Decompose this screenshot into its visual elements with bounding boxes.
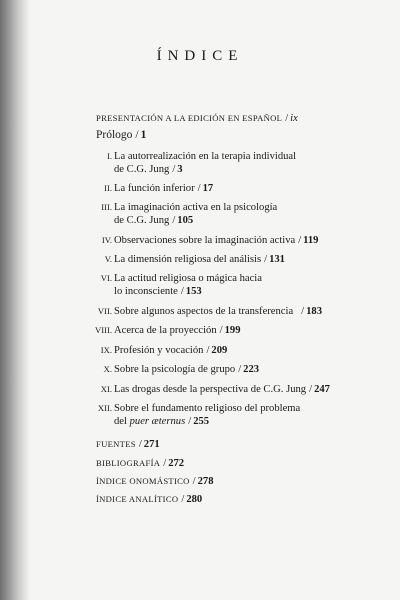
toc-entry-chapter-1[interactable] [96, 150, 296, 176]
entry-page: 105 [177, 215, 194, 226]
toc-entry-chapter-2[interactable] [96, 182, 213, 195]
toc-entry-chapter-11[interactable] [96, 383, 330, 396]
page-title: ÍNDICE [156, 48, 244, 64]
entry-page: 247 [314, 384, 330, 395]
entry-page: 153 [185, 286, 202, 297]
entry-label: ÍNDICE ONOMÁSTICO [96, 476, 190, 486]
entry-page: 3 [177, 164, 183, 175]
entry-page: 272 [168, 458, 185, 469]
chapter-title: La función inferior [114, 183, 195, 194]
entry-separator: / [264, 254, 268, 265]
chapter-title-continued [114, 214, 277, 227]
entry-page: 1 [140, 129, 147, 141]
entry-page: 209 [211, 345, 228, 356]
toc-entry-indice-analitico[interactable] [96, 493, 202, 506]
chapter-title: La dimensión religiosa del análisis [114, 254, 262, 265]
entry-page: 17 [202, 183, 214, 194]
chapter-number: I. [106, 151, 112, 161]
entry-page: 119 [303, 235, 319, 246]
entry-page: 271 [143, 439, 160, 450]
chapter-title-line2: de C.G. Jung [114, 164, 170, 175]
chapter-title: Sobre la psicología de grupo [114, 364, 236, 375]
entry-separator: / [180, 286, 184, 297]
entry-separator: / [298, 235, 302, 246]
chapter-number: V. [104, 254, 112, 264]
chapter-title-continued [114, 415, 300, 428]
entry-separator: / [301, 306, 305, 317]
toc-entry-chapter-8[interactable] [96, 324, 240, 337]
chapter-title: Las drogas desde la perspectiva de C.G. Jung [114, 384, 307, 395]
entry-page: 199 [224, 325, 241, 336]
chapter-title: La autorrealización en la terapia individual [114, 151, 297, 162]
chapter-number: III. [101, 202, 112, 212]
entry-separator: / [192, 476, 196, 487]
entry-page: 280 [186, 494, 203, 505]
entry-page: 255 [193, 416, 210, 427]
chapter-title-line2: lo inconsciente [114, 286, 178, 297]
entry-separator: / [172, 164, 176, 175]
chapter-title: Sobre algunos aspectos de la transferencia [114, 306, 294, 317]
entry-separator: / [172, 215, 176, 226]
chapter-number: IX. [100, 345, 112, 355]
chapter-number: X. [103, 364, 112, 374]
entry-separator: / [285, 113, 289, 124]
toc-entry-chapter-6[interactable] [96, 272, 262, 298]
entry-separator: / [206, 345, 210, 356]
entry-separator: / [138, 439, 142, 450]
chapter-title: Profesión y vocación [114, 345, 204, 356]
entry-label: ÍNDICE ANALÍTICO [96, 494, 179, 504]
entry-separator: / [135, 129, 139, 141]
entry-separator: / [219, 325, 223, 336]
chapter-title: Sobre el fundamento religioso del problema [114, 403, 301, 414]
chapter-number: VIII. [95, 325, 112, 335]
toc-entry-bibliografia[interactable] [96, 457, 184, 470]
entry-separator: / [181, 494, 185, 505]
chapter-title-line2-italic: puer æternus [129, 416, 186, 427]
toc-entry-chapter-9[interactable] [96, 344, 227, 357]
entry-label: BIBLIOGRAFÍA [96, 458, 161, 468]
chapter-title-continued [114, 285, 262, 298]
entry-separator: / [163, 458, 167, 469]
toc-entry-indice-onomastico[interactable] [96, 475, 214, 488]
entry-label: FUENTES [96, 439, 136, 449]
chapter-title-continued [114, 163, 296, 176]
toc-entry-presentacion[interactable] [96, 112, 298, 125]
entry-page: 131 [269, 254, 285, 265]
toc-entry-prologo[interactable] [96, 129, 146, 142]
chapter-title: La imaginación activa en la psicología [114, 202, 278, 213]
entry-separator: / [197, 183, 201, 194]
entry-label: Prólogo [96, 129, 133, 141]
toc-entry-fuentes[interactable] [96, 438, 160, 451]
chapter-number: II. [104, 183, 112, 193]
chapter-number: VI. [100, 273, 112, 283]
entry-separator: / [238, 364, 242, 375]
toc-entry-chapter-3[interactable] [96, 201, 277, 227]
toc-entry-chapter-5[interactable] [96, 253, 285, 266]
entry-label: PRESENTACIÓN A LA EDICIÓN EN ESPAÑOL [96, 113, 283, 123]
entry-page: ix [290, 113, 298, 124]
chapter-number: XII. [97, 403, 112, 413]
chapter-title: La actitud religiosa o mágica hacia [114, 273, 262, 284]
chapter-title: Acerca de la proyección [114, 325, 217, 336]
chapter-title: Observaciones sobre la imaginación activa [114, 235, 296, 246]
entry-separator: / [309, 384, 313, 395]
entry-page: 278 [197, 476, 214, 487]
chapter-number: XI. [100, 384, 112, 394]
entry-page: 223 [243, 364, 260, 375]
chapter-number: VII. [97, 306, 112, 316]
entry-separator: / [188, 416, 192, 427]
chapter-number: IV. [101, 235, 112, 245]
toc-entry-chapter-12[interactable] [96, 402, 300, 428]
toc-entry-chapter-10[interactable] [96, 363, 259, 376]
entry-page: 183 [306, 306, 322, 317]
toc-entry-chapter-4[interactable] [96, 234, 318, 247]
toc-entry-chapter-7[interactable] [96, 305, 322, 318]
chapter-title-line2-prefix: del [114, 416, 127, 427]
chapter-title-line2: de C.G. Jung [114, 215, 170, 226]
